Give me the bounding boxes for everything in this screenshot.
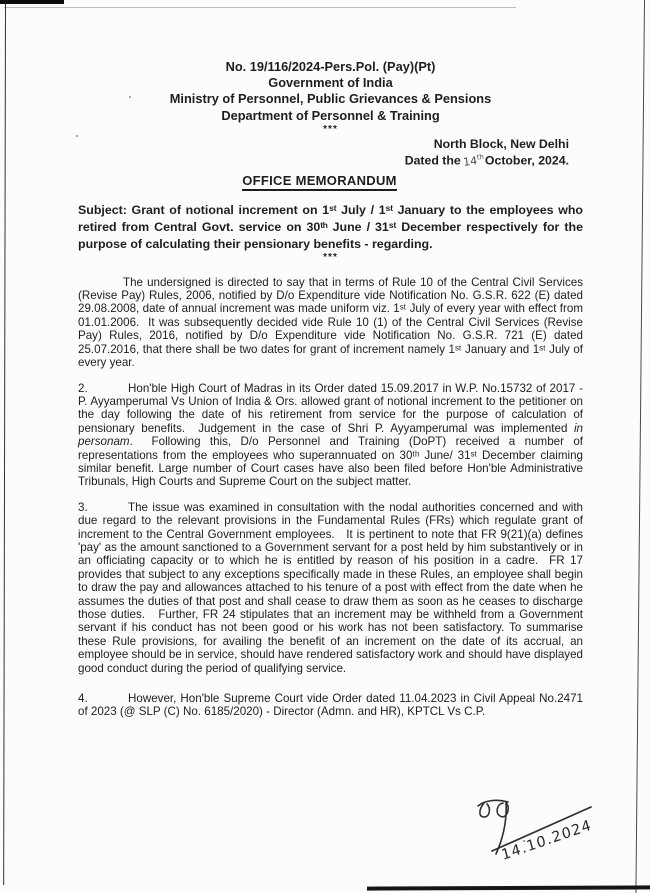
date-line <box>78 151 569 169</box>
paragraph-3-text: The issue was examined in consultation with the nodal authorities concerned and with due regard to the relevant provisions in the Fundamental Rules (FRs) which regulate grant of increment to the Central Government employees. It is pertinent to note that FR 9(21)(a) defines 'pay' as the amount sanctioned to a Government servant for a post held by him substantively or in an officiating capacity or to which he is entitled by reason of his position in a cadre. FR 17 provides that subject to any exceptions specifically made in these Rules, an employee shall begin to draw the pay and allowances attached to his tenure of a post with effect from the date when he assumes the duties of that post and shall cease to draw them as soon as he ceases to discharge those duties. Further, FR 24 stipulates that an increment may be withheld from a Government servant if his conduct has not been good or his work has not been satisfactory. To summarise these Rule provisions, for availing the benefit of an increment on the date of its accrual, an employee should be in service, should have rendered satisfactory work and should have displayed good conduct during the period of qualifying service. <box>78 500 583 675</box>
memo-title-row <box>78 172 561 191</box>
paragraph-2-latin-phrase: in personam <box>78 421 583 449</box>
scan-edge-right <box>635 0 645 893</box>
reference-number: No. 19/116/2024-Pers.Pol. (Pay)(Pt) <box>225 59 436 74</box>
separator-stars-2: *** <box>323 251 338 263</box>
subject-line: Subject: Grant of notional increment on 1ˢᵗ July / 1ˢᵗ January to the employees who retired from Central Govt. service on 30ᵗʰ June / 31ˢᵗ December respectively for the purpose of calculating their pensionary benefits - regarding. <box>78 202 583 251</box>
memo-title: OFFICE MEMORANDUM <box>242 173 397 191</box>
paragraph-3-number: 3. <box>78 500 88 514</box>
org-line-department: Department of Personnel & Training <box>221 107 440 123</box>
ordinal-suffix: th <box>475 153 485 162</box>
handwritten-day: 14th <box>462 153 485 170</box>
paragraph-4 <box>78 692 583 719</box>
separator-stars: *** <box>323 123 338 135</box>
paragraph-2-text: Hon'ble High Court of Madras in its Order dated 15.09.2017 in W.P. No.15732 of 2017 - P. Ayyamperumal Vs Union of India & Ors. allowed grant of notional increment to the petitioner on the day following the date of his retirement from service for the purpose of calculation of pensionary benefits. Judgement in the case of Shri P. Ayyamperumal was implemented <box>78 381 583 435</box>
scan-edge-left <box>3 3 6 885</box>
memo-content <box>78 0 583 719</box>
date-prefix: Dated the <box>404 154 461 169</box>
paragraph-3 <box>78 501 583 675</box>
scan-corner-mark <box>0 0 64 4</box>
paragraph-2-text-cont: . Following this, D/o Personnel and Training (DoPT) received a number of representations from the employees who superannuated on 30ᵗʰ June/ 31ˢᵗ December claiming similar benefit. Large number of Court cases have also been filed before Hon'ble Administrative Tribunals, High Courts and Supreme Court on the subject matter. <box>78 435 583 489</box>
paragraph-2-number: 2. <box>78 381 88 395</box>
signature <box>470 792 610 872</box>
paragraph-4-number: 4. <box>78 692 88 706</box>
signature-date: 14.10.2024 <box>499 817 594 864</box>
date-rest: October, 2024. <box>484 154 569 169</box>
place-line: North Block, New Delhi <box>433 136 569 151</box>
paragraph-4-text: However, Hon'ble Supreme Court vide Order dated 11.04.2023 in Civil Appeal No.2471 of 2023 (@ SLP (C) No. 6185/2020) - Director (Admn. and HR), KPTCL Vs C.P. <box>78 692 583 719</box>
signature-curl-1 <box>480 803 490 817</box>
scan-edge-bottom <box>367 885 650 890</box>
place-date-block <box>78 137 569 170</box>
org-line-ministry: Ministry of Personnel, Public Grievances & Pensions <box>169 91 492 107</box>
paragraph-1: The undersigned is directed to say that in terms of Rule 10 of the Central Civil Services (Revise Pay) Rules, 2006, notified by D/o Expenditure vide Notification No. G.S.R. 622 (E) dated 29.08.2008, date of annual increment was made uniform viz. 1ˢᵗ July of every year with effect from 01.01.2006. It was subsequently decided vide Rule 10 (1) of the Central Civil Services (Revise Pay) Rules, 2016, notified by D/o Expenditure vide Notification No. G.S.R. 721 (E) dated 25.07.2016, that there shall be two dates for grant of increment namely 1ˢᵗ January and 1ˢᵗ July of every year. <box>78 275 583 370</box>
paragraph-2 <box>78 382 583 489</box>
org-line-government: Government of India <box>268 75 393 91</box>
